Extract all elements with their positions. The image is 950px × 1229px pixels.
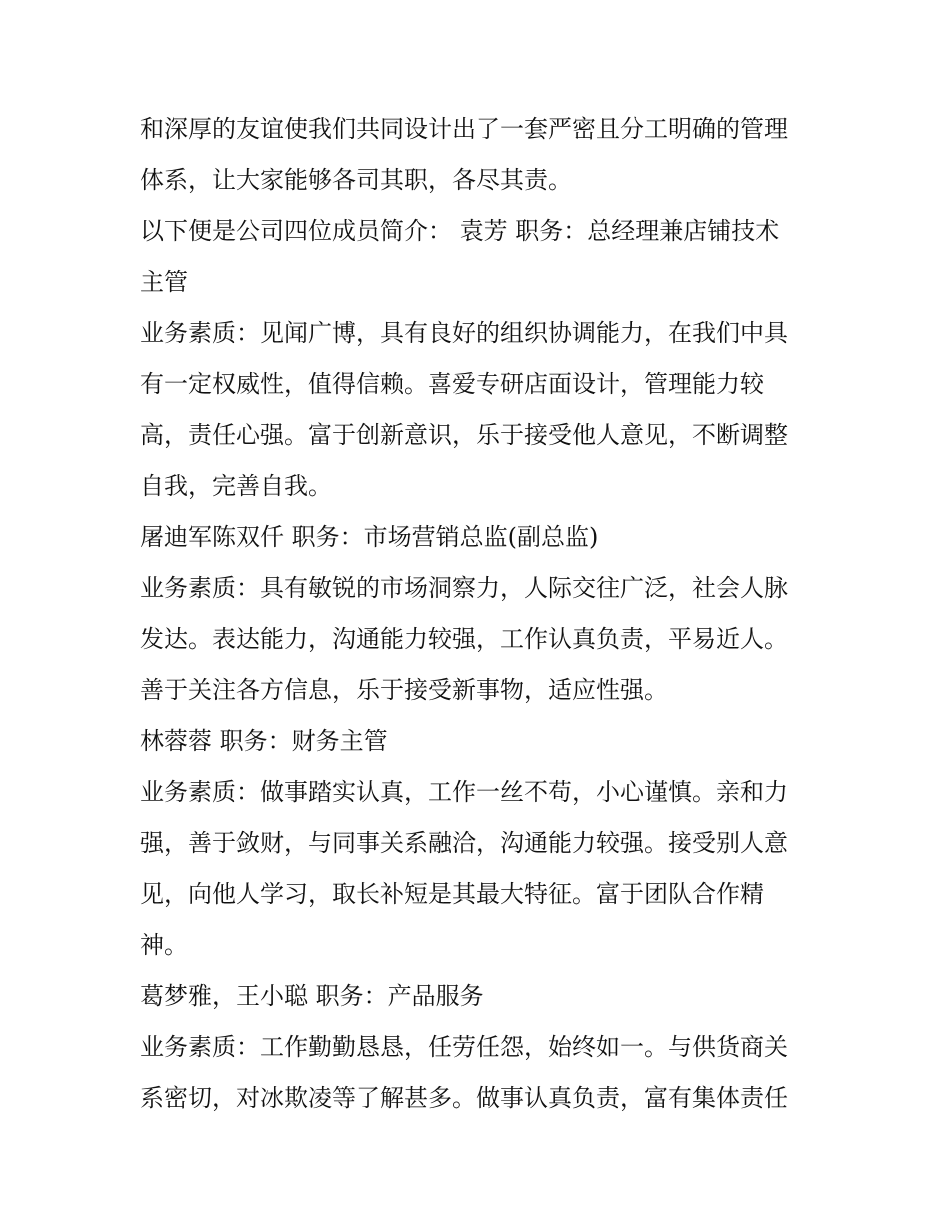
document-body (140, 104, 830, 1124)
text-line: 见，向他人学习，取长补短是其最大特征。富于团队合作精 (140, 880, 764, 908)
text-line: 主管 (140, 268, 188, 296)
text-line: 以下便是公司四位成员简介： 袁芳 职务：总经理兼店铺技术 (140, 217, 780, 245)
text-line: 业务素质：见闻广博，具有良好的组织协调能力，在我们中具 (140, 319, 788, 347)
text-line: 业务素质：工作勤勤恳恳，任劳任怨，始终如一。与供货商关 (140, 1033, 788, 1061)
text-line: 葛梦雅，王小聪 职务：产品服务 (140, 982, 484, 1010)
text-line: 自我，完善自我。 (140, 472, 332, 500)
text-line: 发达。表达能力，沟通能力较强，工作认真负责，平易近人。 (140, 625, 788, 653)
text-line: 林蓉蓉 职务：财务主管 (140, 727, 388, 755)
text-line: 神。 (140, 931, 188, 959)
text-line: 善于关注各方信息，乐于接受新事物，适应性强。 (140, 676, 668, 704)
text-line: 和深厚的友谊使我们共同设计出了一套严密且分工明确的管理 (140, 115, 788, 143)
text-line: 业务素质：具有敏锐的市场洞察力，人际交往广泛，社会人脉 (140, 574, 788, 602)
text-line: 屠迪军陈双仟 职务：市场营销总监(副总监) (140, 523, 599, 551)
text-line: 有一定权威性，值得信赖。喜爱专研店面设计，管理能力较 (140, 370, 764, 398)
text-line: 体系，让大家能够各司其职，各尽其责。 (140, 166, 572, 194)
text-line: 高，责任心强。富于创新意识，乐于接受他人意见，不断调整 (140, 421, 788, 449)
text-line: 系密切，对冰欺凌等了解甚多。做事认真负责，富有集体责任 (140, 1084, 788, 1112)
text-line: 业务素质：做事踏实认真，工作一丝不苟，小心谨慎。亲和力 (140, 778, 788, 806)
text-line: 强，善于敛财，与同事关系融洽，沟通能力较强。接受别人意 (140, 829, 788, 857)
